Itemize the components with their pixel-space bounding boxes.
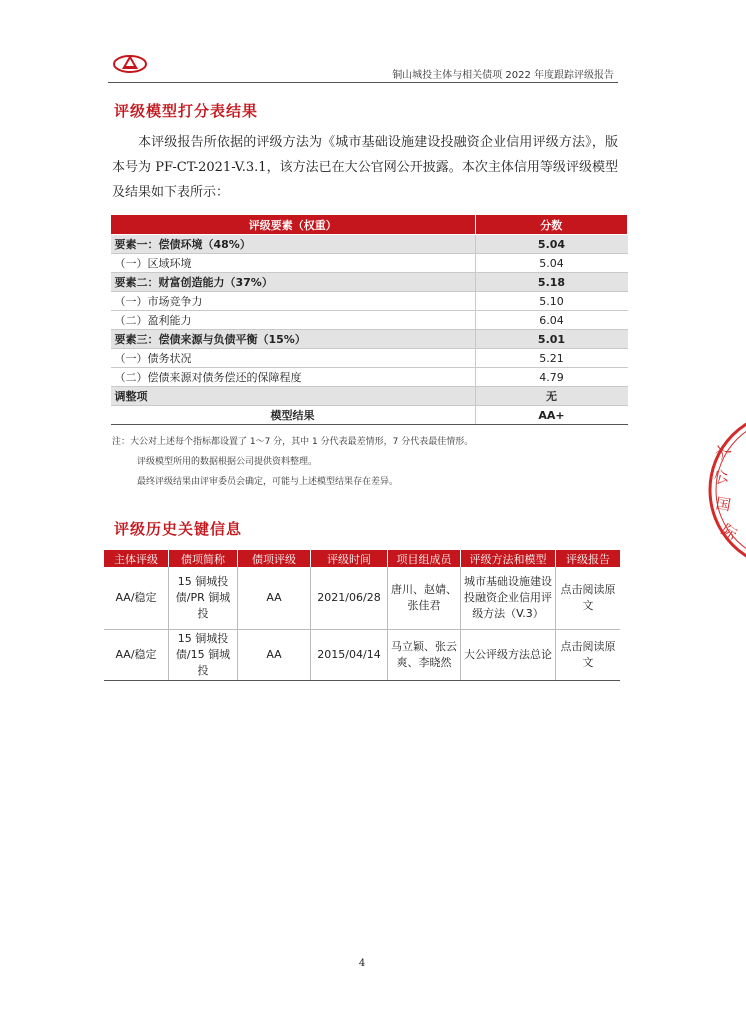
header-cell: 评级时间 bbox=[311, 550, 388, 567]
header-cell: 项目组成员 bbox=[388, 550, 461, 567]
rating-method: 大公评级方法总论 bbox=[461, 630, 556, 681]
adjustment-label: 调整项 bbox=[111, 387, 476, 406]
subfactor-score: 5.10 bbox=[475, 292, 628, 311]
rating-date: 2021/06/28 bbox=[311, 567, 388, 630]
subfactor-score: 5.21 bbox=[475, 349, 628, 368]
factor-score: 5.01 bbox=[475, 330, 628, 349]
page-number: 4 bbox=[358, 958, 366, 969]
table-row bbox=[104, 630, 620, 681]
subfactor-label: （一）债务状况 bbox=[111, 349, 476, 368]
svg-text:国: 国 bbox=[714, 494, 733, 515]
table-header-row bbox=[111, 215, 628, 235]
bond-short-name: 15 铜城投债/15 铜城投 bbox=[169, 630, 238, 681]
header-cell-score: 分数 bbox=[475, 215, 628, 235]
table-row bbox=[111, 311, 628, 330]
table-row bbox=[111, 368, 628, 387]
svg-text:公: 公 bbox=[711, 466, 731, 488]
table-row bbox=[111, 273, 628, 292]
model-result-label: 模型结果 bbox=[111, 406, 476, 425]
team-members: 唐川、赵婧、张佳君 bbox=[388, 567, 461, 630]
read-report-link[interactable]: 点击阅读原文 bbox=[556, 630, 621, 681]
subfactor-label: （二）偿债来源对债务偿还的保障程度 bbox=[111, 368, 476, 387]
rating-date: 2015/04/14 bbox=[311, 630, 388, 681]
note-line: 评级模型所用的数据根据公司提供资料整理。 bbox=[137, 457, 318, 467]
header-cell: 债项简称 bbox=[169, 550, 238, 567]
bond-rating: AA bbox=[238, 630, 311, 681]
svg-text:际: 际 bbox=[717, 520, 741, 544]
factor-label: 要素一：偿债环境（48%） bbox=[111, 235, 476, 254]
table-row bbox=[111, 387, 628, 406]
subfactor-label: （一）区域环境 bbox=[111, 254, 476, 273]
table-row bbox=[111, 254, 628, 273]
svg-text:大: 大 bbox=[711, 439, 735, 464]
note-line: 最终评级结果由评审委员会确定，可能与上述模型结果存在差异。 bbox=[137, 477, 399, 487]
team-members: 马立颖、张云爽、李晓然 bbox=[388, 630, 461, 681]
table-header-row bbox=[104, 550, 620, 567]
report-header-title: 铜山城投主体与相关债项 2022 年度跟踪评级报告 bbox=[392, 70, 614, 81]
rating-model-score-table bbox=[110, 214, 628, 425]
table-notes bbox=[112, 432, 473, 492]
issuer-rating: AA/稳定 bbox=[104, 567, 169, 630]
table-row bbox=[111, 235, 628, 254]
subfactor-label: （二）盈利能力 bbox=[111, 311, 476, 330]
rating-history-table bbox=[104, 550, 620, 681]
table-row bbox=[111, 406, 628, 425]
table-row bbox=[104, 567, 620, 630]
table-row bbox=[111, 330, 628, 349]
intro-paragraph: 本评级报告所依据的评级方法为《城市基础设施建设投融资企业信用评级方法》，版本号为 PF-CT-2021-V.3.1，该方法已在大公官网公开披露。本次主体信用等级评级模型及结果如下表所示： bbox=[112, 135, 618, 200]
company-seal-stamp bbox=[702, 400, 746, 580]
header-divider bbox=[108, 82, 618, 83]
table-row bbox=[111, 349, 628, 368]
factor-label: 要素二：财富创造能力（37%） bbox=[111, 273, 476, 292]
subfactor-score: 5.04 bbox=[475, 254, 628, 273]
subfactor-label: （一）市场竞争力 bbox=[111, 292, 476, 311]
header-cell: 债项评级 bbox=[238, 550, 311, 567]
dagong-logo-icon bbox=[112, 52, 148, 74]
section-title-model-score: 评级模型打分表结果 bbox=[114, 102, 259, 120]
header-cell: 评级方法和模型 bbox=[461, 550, 556, 567]
model-result-value: AA+ bbox=[475, 406, 628, 425]
subfactor-score: 6.04 bbox=[475, 311, 628, 330]
factor-score: 5.18 bbox=[475, 273, 628, 292]
read-report-link[interactable]: 点击阅读原文 bbox=[556, 567, 621, 630]
header-cell: 评级报告 bbox=[556, 550, 621, 567]
table-row bbox=[111, 292, 628, 311]
rating-method: 城市基础设施建设投融资企业信用评级方法（V.3） bbox=[461, 567, 556, 630]
adjustment-value: 无 bbox=[475, 387, 628, 406]
issuer-rating: AA/稳定 bbox=[104, 630, 169, 681]
bond-rating: AA bbox=[238, 567, 311, 630]
factor-label: 要素三：偿债来源与负债平衡（15%） bbox=[111, 330, 476, 349]
bond-short-name: 15 铜城投债/PR 铜城投 bbox=[169, 567, 238, 630]
factor-score: 5.04 bbox=[475, 235, 628, 254]
subfactor-score: 4.79 bbox=[475, 368, 628, 387]
section-title-rating-history: 评级历史关键信息 bbox=[114, 520, 243, 538]
note-line: 注：大公对上述每个指标都设置了 1～7 分，其中 1 分代表最差情形，7 分代表最佳情形。 bbox=[112, 437, 474, 447]
header-cell-factor: 评级要素（权重） bbox=[111, 215, 476, 235]
header-cell: 主体评级 bbox=[104, 550, 169, 567]
